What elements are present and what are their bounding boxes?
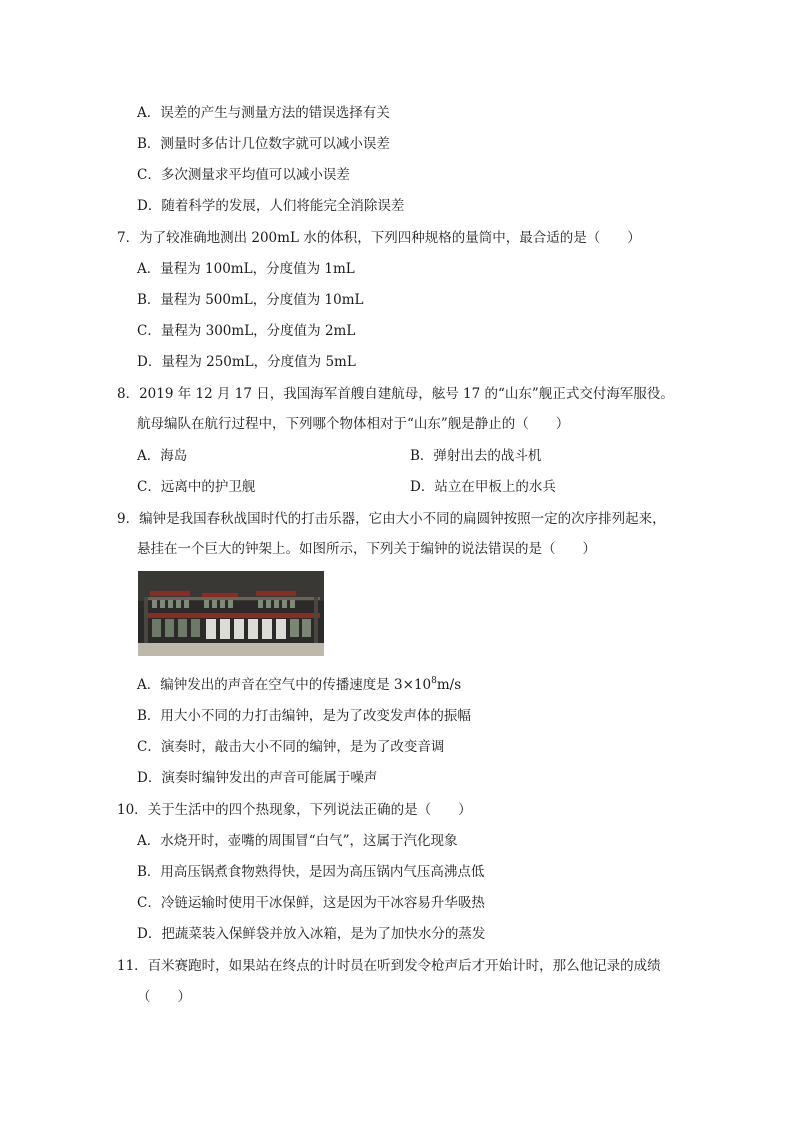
q7-option-c: C．量程为 300mL，分度值为 2mL (137, 323, 356, 339)
q7-option-b: B．量程为 500mL，分度值为 10mL (137, 292, 364, 308)
q8-stem-line-2: 航母编队在航行过程中，下列哪个物体相对于“山东”舰是静止的（ ） (137, 416, 570, 432)
q11-stem: 11．百米赛跑时，如果站在终点的计时员在听到发令枪声后才开始计时，那么他记录的成绩 (117, 958, 661, 974)
q8-option-a: A．海岛 (137, 448, 188, 464)
q9-stem-line-2: 悬挂在一个巨大的钟架上。如图所示，下列关于编钟的说法错误的是（ ） (137, 541, 596, 557)
q9-option-a-text: A．编钟发出的声音在空气中的传播速度是 3×10 (137, 677, 432, 693)
q6-option-a: A．误差的产生与测量方法的错误选择有关 (137, 105, 390, 121)
q6-option-b: B．测量时多估计几位数字就可以减小误差 (137, 136, 390, 152)
q10-option-b: B．用高压锅煮食物熟得快，是因为高压锅内气压高沸点低 (137, 864, 485, 880)
q10-stem: 10．关于生活中的四个热现象，下列说法正确的是（ ） (117, 802, 472, 818)
q10-option-a: A．水烧开时，壶嘴的周围冒“白气”，这属于汽化现象 (137, 833, 458, 849)
q8-option-c: C．远离中的护卫舰 (137, 479, 256, 495)
q10-option-c: C．冷链运输时使用干冰保鲜，这是因为干冰容易升华吸热 (137, 895, 485, 911)
q6-option-d: D．随着科学的发展，人们将能完全消除误差 (137, 198, 405, 214)
q7-stem: 7．为了较准确地测出 200mL 水的体积，下列四种规格的量筒中，最合适的是（ ） (117, 230, 641, 246)
q8-option-b: B．弹射出去的战斗机 (410, 448, 542, 464)
q9-option-a-unit: m/s (436, 677, 462, 693)
q9-option-b: B．用大小不同的力打击编钟，是为了改变发声体的振幅 (137, 708, 471, 724)
q7-option-a: A．量程为 100mL，分度值为 1mL (137, 261, 355, 277)
q9-option-a-exponent: 8 (431, 676, 437, 686)
q7-option-d: D．量程为 250mL，分度值为 5mL (137, 354, 356, 370)
bianzhong-bells-photo (138, 571, 324, 656)
q10-option-d: D．把蔬菜装入保鲜袋并放入冰箱，是为了加快水分的蒸发 (137, 926, 486, 942)
q9-option-c: C．演奏时，敲击大小不同的编钟，是为了改变音调 (137, 739, 445, 755)
q8-option-d: D．站立在甲板上的水兵 (410, 479, 556, 495)
q9-option-a (137, 676, 461, 694)
q6-option-c: C．多次测量求平均值可以减小误差 (137, 167, 350, 183)
q11-answer-paren: （ ） (137, 989, 191, 1005)
q8-stem-line-1: 8．2019 年 12 月 17 日，我国海军首艘自建航母，舷号 17 的“山东”舰正式交付海军服役。 (117, 386, 674, 402)
q9-option-d: D．演奏时编钟发出的声音可能属于噪声 (137, 770, 378, 786)
q9-stem-line-1: 9．编钟是我国春秋战国时代的打击乐器，它由大小不同的扁圆钟按照一定的次序排列起来， (117, 511, 666, 527)
